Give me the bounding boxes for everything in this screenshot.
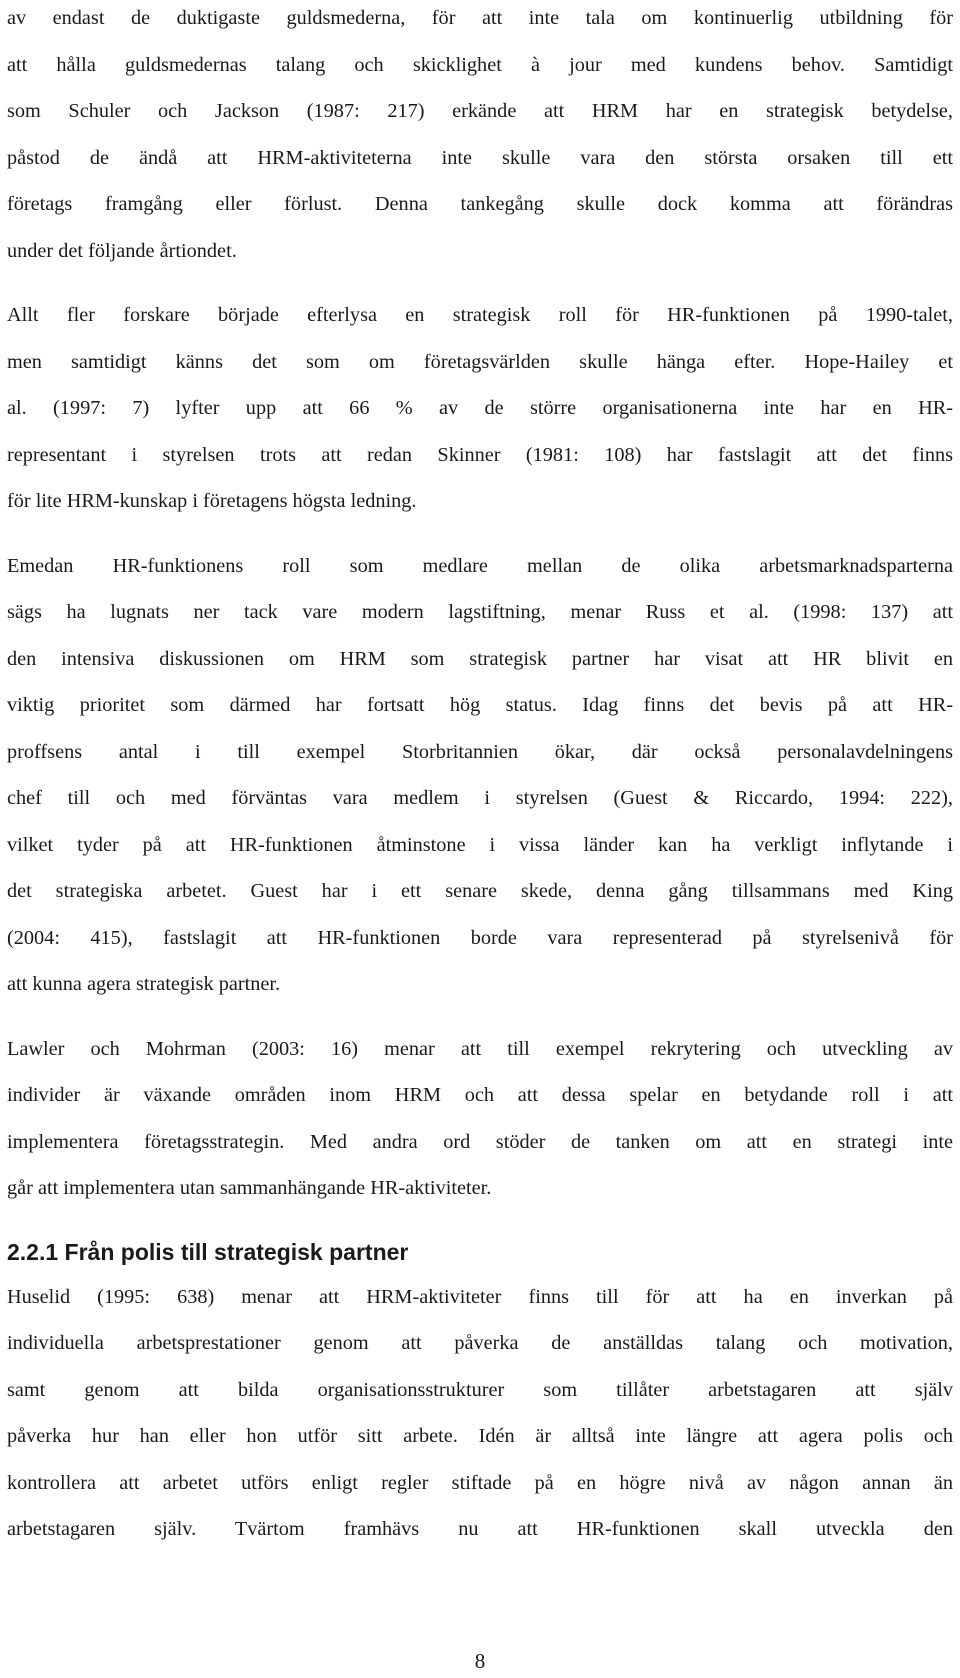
text-line: chef till och med förväntas vara medlem i styrelsen (Guest & Riccardo, 1994: 222),	[7, 787, 953, 809]
text-line: proffsens antal i till exempel Storbritannien ökar, där också personalavdelningens	[7, 740, 953, 763]
paragraph-3	[7, 543, 953, 1008]
text-line: att kunna agera strategisk partner.	[7, 973, 281, 995]
text-line: vilket tyder på att HR-funktionen åtminstone i vissa länder kan ha verkligt inflytande i	[7, 833, 953, 856]
text-line: för lite HRM-kunskap i företagens högsta ledning.	[7, 490, 417, 512]
paragraph-5	[7, 1274, 953, 1553]
paragraph-4	[7, 1026, 953, 1212]
text-line: den intensiva diskussionen om HRM som strategisk partner har visat att HR blivit en	[7, 647, 953, 670]
text-line: individuella arbetsprestationer genom att påverka de anställdas talang och motivation,	[7, 1332, 953, 1354]
text-line: Huselid (1995: 638) menar att HRM-aktiviteter finns till för att ha en inverkan på	[7, 1285, 953, 1308]
text-line: går att implementera utan sammanhängande HR-aktiviteter.	[7, 1177, 492, 1199]
text-line: påstod de ändå att HRM-aktiviteterna inte skulle vara den största orsaken till ett	[7, 146, 953, 169]
text-line: Lawler och Mohrman (2003: 16) menar att till exempel rekrytering och utveckling av	[7, 1037, 953, 1060]
text-line: av endast de duktigaste guldsmederna, för att inte tala om kontinuerlig utbildning för	[7, 7, 953, 29]
text-line: det strategiska arbetet. Guest har i ett senare skede, denna gång tillsammans med King	[7, 880, 953, 902]
text-line: sägs ha lugnats ner tack vare modern lagstiftning, menar Russ et al. (1998: 137) att	[7, 601, 953, 623]
text-line: företags framgång eller förlust. Denna tankegång skulle dock komma att förändras	[7, 193, 953, 215]
text-line: som Schuler och Jackson (1987: 217) erkände att HRM har en strategisk betydelse,	[7, 100, 953, 122]
text-line: (2004: 415), fastslagit att HR-funktionen borde vara representerad på styrelsenivå för	[7, 926, 953, 949]
document-page	[7, 0, 953, 1553]
paragraph-1	[7, 0, 953, 274]
text-line: att hålla guldsmedernas talang och skicklighet à jour med kundens behov. Samtidigt	[7, 53, 953, 76]
text-line: representant i styrelsen trots att redan Skinner (1981: 108) har fastslagit att det finns	[7, 443, 953, 466]
text-line: arbetstagaren själv. Tvärtom framhävs nu att HR-funktionen skall utveckla den	[7, 1518, 953, 1540]
text-line: påverka hur han eller hon utför sitt arbete. Idén är alltså inte längre att agera polis och	[7, 1425, 953, 1447]
section-heading: 2.2.1 Från polis till strategisk partner	[7, 1238, 409, 1265]
text-line: Allt fler forskare började efterlysa en strategisk roll för HR-funktionen på 1990-talet,	[7, 304, 953, 326]
paragraph-2	[7, 292, 953, 525]
page-number: 8	[474, 1649, 486, 1673]
text-line: under det följande årtiondet.	[7, 239, 237, 262]
text-line: kontrollera att arbetet utförs enligt regler stiftade på en högre nivå av någon annan än	[7, 1471, 953, 1494]
text-line: Emedan HR-funktionens roll som medlare mellan de olika arbetsmarknadsparterna	[7, 554, 953, 577]
text-line: viktig prioritet som därmed har fortsatt hög status. Idag finns det bevis på att HR-	[7, 694, 953, 716]
text-line: al. (1997: 7) lyfter upp att 66 % av de större organisationerna inte har en HR-	[7, 397, 953, 419]
text-line: samt genom att bilda organisationsstrukturer som tillåter arbetstagaren att själv	[7, 1378, 953, 1401]
text-line: implementera företagsstrategin. Med andra ord stöder de tanken om att en strategi inte	[7, 1130, 953, 1153]
text-line: individer är växande områden inom HRM och att dessa spelar en betydande roll i att	[7, 1084, 953, 1106]
text-line: men samtidigt känns det som om företagsvärlden skulle hänga efter. Hope-Hailey et	[7, 350, 953, 373]
